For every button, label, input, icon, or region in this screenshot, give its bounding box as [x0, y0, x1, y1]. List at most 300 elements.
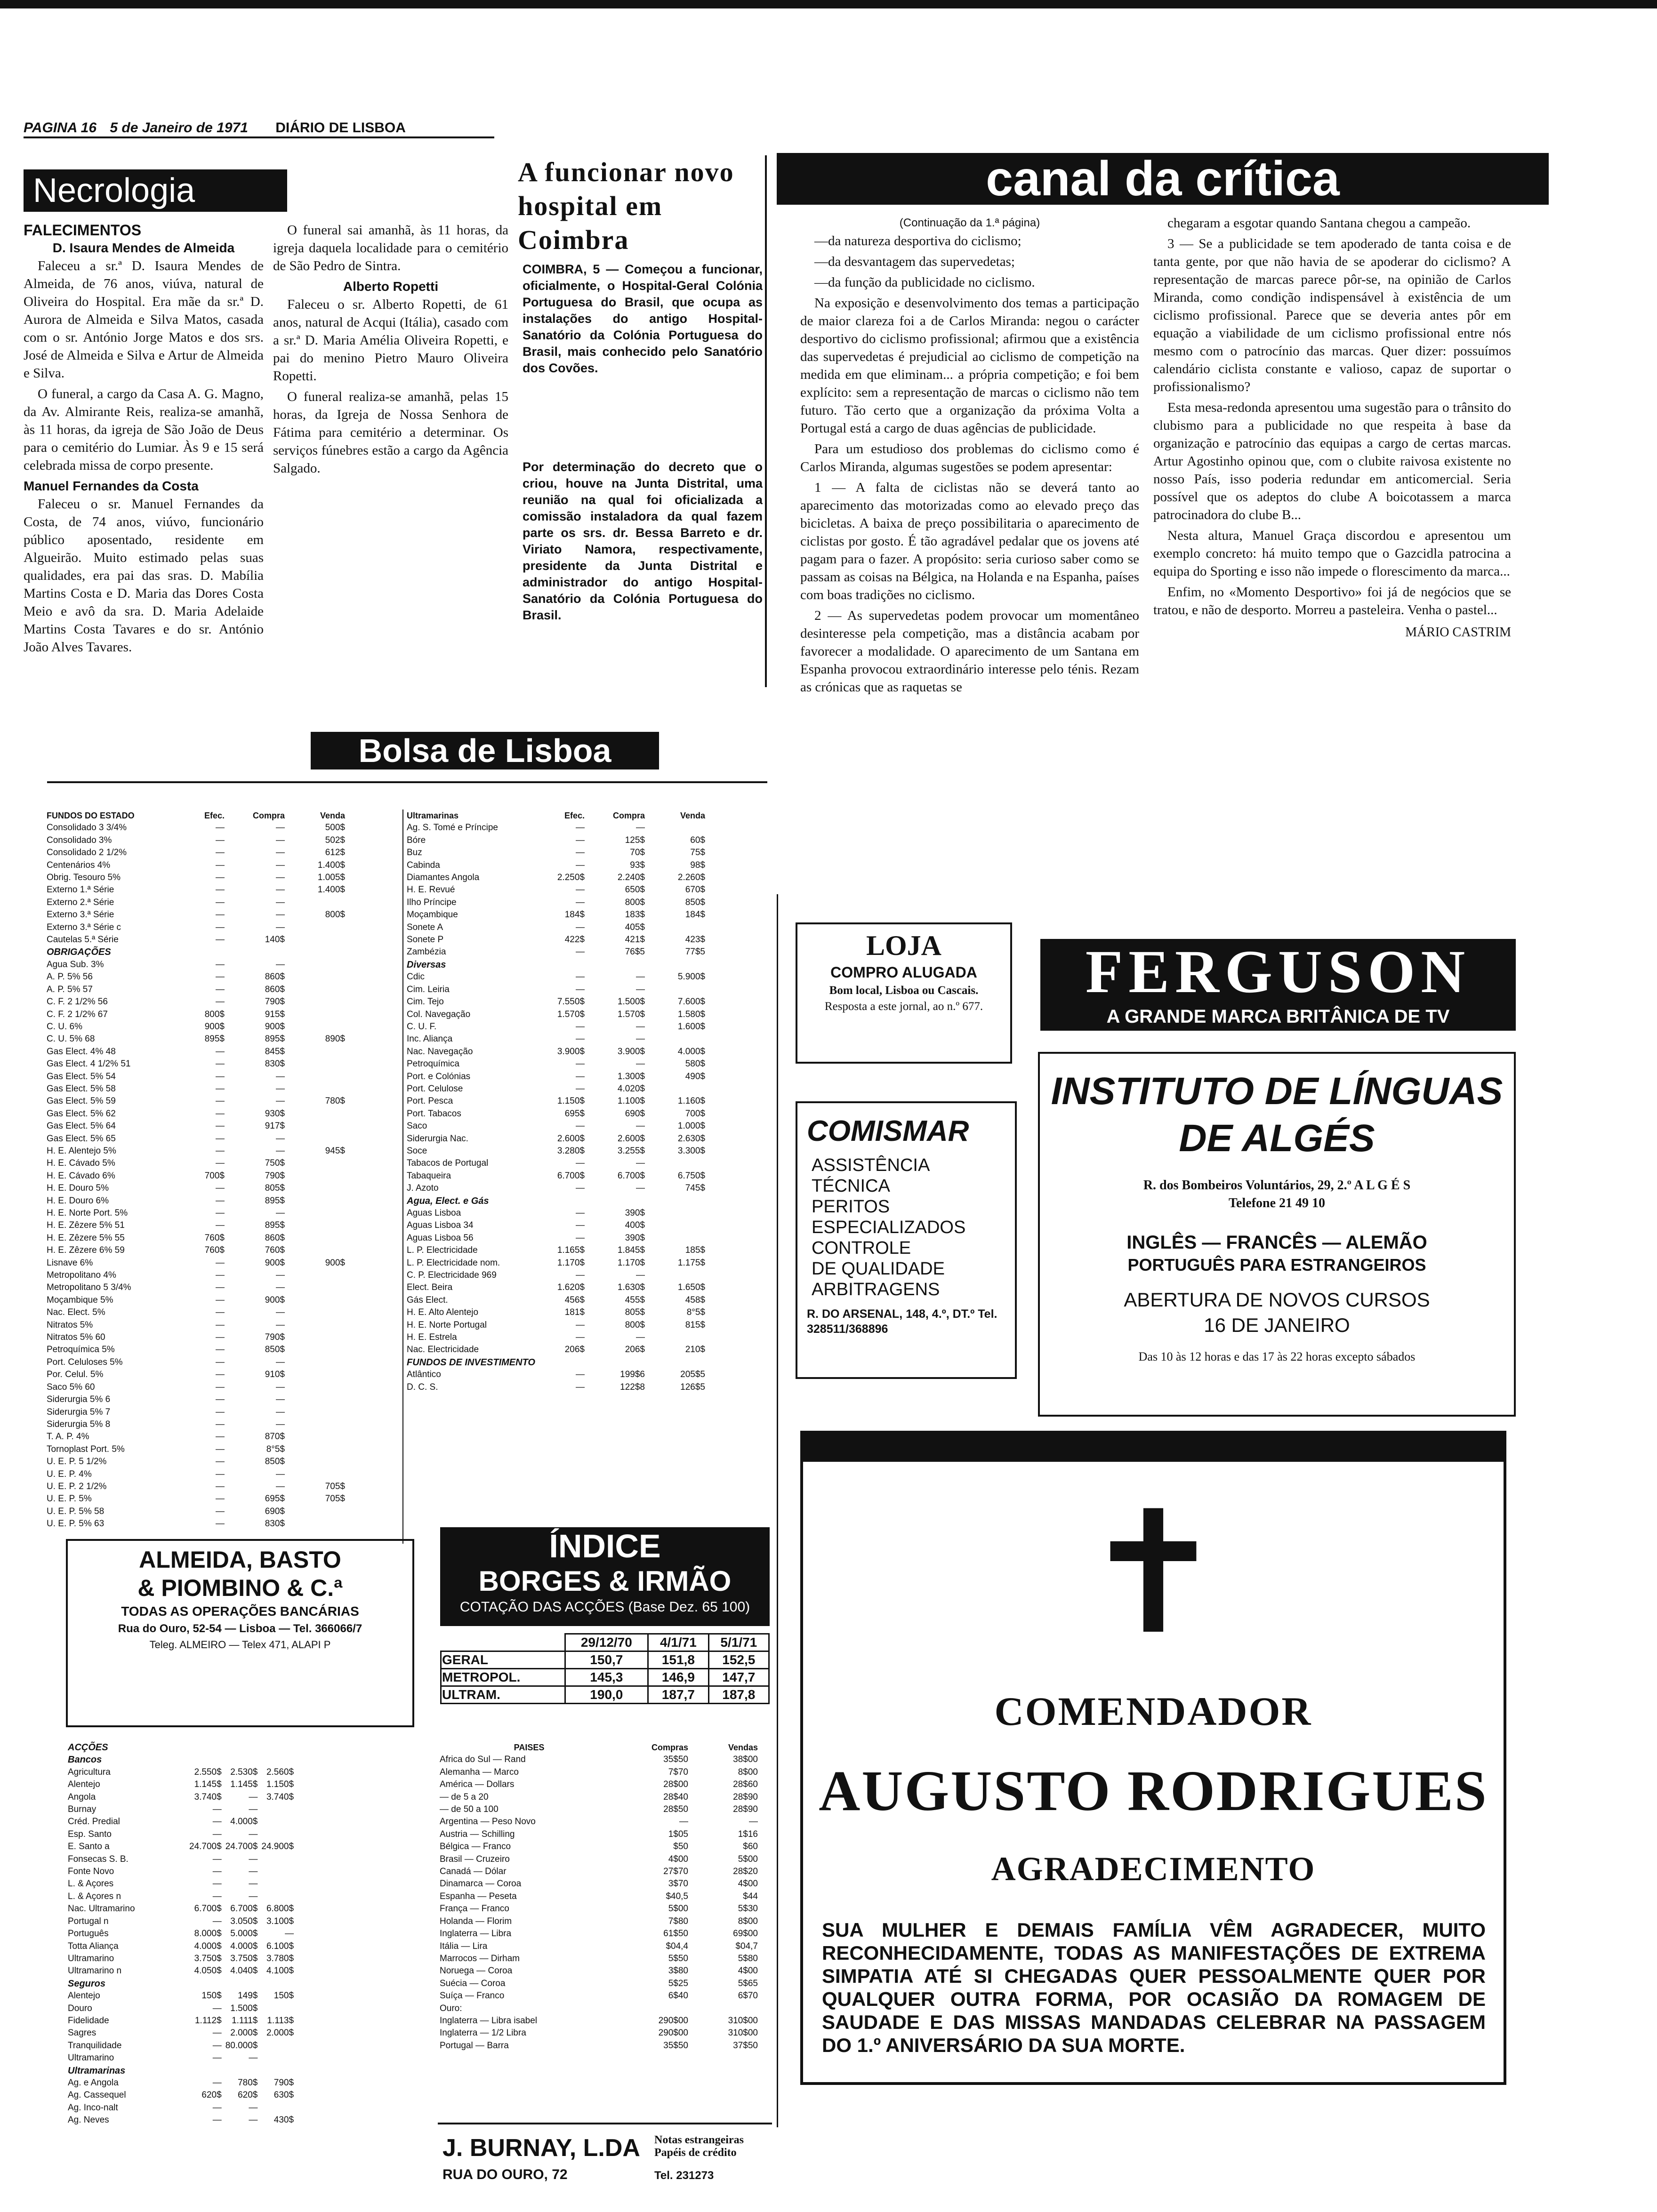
diversa-value: — [636, 1034, 645, 1044]
obrigacoes-rows [45, 959, 347, 1531]
obrigacao-row [45, 1394, 347, 1406]
ultramarina-row [405, 909, 707, 921]
fundos-value: — [276, 873, 285, 883]
seguro-row [66, 2015, 296, 2027]
banco-value: 2.550$ [194, 1767, 222, 1777]
diversa-value [647, 1083, 707, 1095]
agua-value: 206$ [625, 1345, 645, 1355]
obrigacao-name: Lisnave 6% [47, 1258, 93, 1268]
obrigacao-row [45, 1344, 347, 1356]
agua-value: — [576, 1220, 585, 1231]
investimento-name: Atlântico [407, 1370, 441, 1380]
masthead [24, 120, 406, 136]
fundos-value [287, 934, 347, 946]
obrigacao-name: U. E. P. 2 1/2% [47, 1481, 107, 1491]
diversa-value: 3.255$ [617, 1146, 645, 1156]
ultramarina-name: Bóre [407, 835, 426, 845]
seguro-value: 80.000$ [225, 2040, 258, 2051]
agua-row [405, 1269, 707, 1282]
obrigacao-value: 780$ [325, 1096, 345, 1106]
diversa-value: 6.750$ [677, 1170, 705, 1181]
obrigacao-name: H. E. Cávado 6% [47, 1170, 115, 1181]
seguro-name: Ultramarino [68, 2053, 114, 2063]
agua-value [647, 1232, 707, 1244]
ultramarina2-value: 430$ [273, 2115, 294, 2125]
fundos-name: Centenários 4% [47, 860, 111, 870]
obrigacao-row [45, 1294, 347, 1306]
obrigacao-value: 860$ [265, 1233, 285, 1243]
obrigacao-value: 850$ [265, 1345, 285, 1355]
cambio-name: Africa do Sul — Rand [440, 1755, 526, 1765]
fundos-row [45, 884, 347, 896]
fundos-value: — [216, 848, 225, 858]
diversa-value: 690$ [625, 1108, 645, 1119]
seguro-value: 2.000$ [266, 2028, 294, 2038]
indice-row [441, 1651, 769, 1669]
obrigacao-value: — [216, 1133, 225, 1144]
ultramarina2-value: — [212, 2102, 222, 2113]
cambio-row [438, 1891, 760, 1903]
obrigacao-value: — [216, 972, 225, 982]
paper-name: DIÁRIO DE LISBOA [275, 120, 406, 136]
seguro-value [259, 2040, 296, 2052]
cambios-table [438, 1741, 760, 2052]
obrigacao-value [287, 971, 347, 983]
agua-value: — [636, 1270, 645, 1281]
cambio-row [438, 1928, 760, 1940]
obrigacao-value: — [216, 1158, 225, 1169]
instituto-address: R. dos Bombeiros Voluntários, 29, 2.º A L G É S [1143, 1178, 1411, 1193]
fundos-name: Cautelas 5.ª Série [47, 935, 119, 945]
cambio-row [438, 1978, 760, 1990]
obrigacao-value: — [216, 1494, 225, 1504]
cambio-name: Inglaterra — 1/2 Libra [440, 2028, 526, 2038]
ultramarina2-value: — [212, 2115, 222, 2125]
ultramarinas2-rows [66, 2077, 296, 2127]
obrigacao-value: — [216, 1395, 225, 1405]
obrigacao-value [287, 1219, 347, 1232]
canal-p8: chegaram a esgotar quando Santana chegou a campeão. [1167, 216, 1471, 231]
loja-ad [796, 922, 1012, 1064]
cambio-name: Ouro: [440, 2003, 462, 2013]
banco-name: Ultramarino [68, 1953, 114, 1964]
diversa-value [647, 984, 707, 996]
banco-value: — [212, 1879, 222, 1889]
obrigacao-value [287, 1046, 347, 1058]
hospital-title: A funcionar novo hospital em Coimbra [518, 157, 734, 255]
agua-value: — [576, 1332, 585, 1343]
comismar-line-5: CONTROLE [812, 1238, 911, 1258]
ultramarina2-name: Ag. Neves [68, 2115, 109, 2125]
obrigacao-name: C. F. 2 1/2% 56 [47, 997, 108, 1007]
cambio-name: Dinamarca — Coroa [440, 1879, 522, 1889]
banco-name: Nac. Ultramarino [68, 1904, 135, 1914]
banco-value: 4.050$ [194, 1966, 222, 1976]
fundos-value: — [276, 860, 285, 870]
obrigacao-value: 705$ [325, 1494, 345, 1504]
banco-value: 1.145$ [194, 1779, 222, 1790]
seguro-row [66, 2040, 296, 2052]
indice-value: 146,9 [648, 1669, 708, 1686]
indice-title: ÍNDICE [549, 1528, 661, 1564]
banco-value: 8.000$ [194, 1929, 222, 1939]
cambio-row [438, 1915, 760, 1928]
cambio-value: 4$00 [738, 1879, 758, 1889]
agua-row [405, 1232, 707, 1244]
ultramarina-name: Buz [407, 848, 422, 858]
obrigacao-value: — [276, 1146, 285, 1156]
obrigacao-value [287, 1108, 347, 1120]
cambio-name: — de 5 a 20 [440, 1792, 489, 1802]
banco-value: 6.800$ [266, 1904, 294, 1914]
accoes-column [66, 1741, 424, 2193]
cambio-value: $40,5 [666, 1891, 688, 1901]
cambio-value: 35$50 [663, 1755, 688, 1765]
fundos-name: Consolidado 3 3/4% [47, 823, 127, 833]
page-date: 5 de Janeiro de 1971 [110, 120, 248, 136]
obrigacao-row [45, 1306, 347, 1319]
ultramarina-value: 650$ [625, 885, 645, 895]
necrologia-col1 [24, 221, 264, 720]
cambios-rows [438, 1754, 760, 2052]
agua-value: 1.170$ [557, 1258, 585, 1268]
obrigacao-value: — [216, 1046, 225, 1057]
obrigacao-row [45, 1269, 347, 1282]
agua-name: H. E. Alto Alentejo [407, 1307, 479, 1318]
instituto-ad [1038, 1052, 1516, 1417]
agua-value: 206$ [564, 1345, 585, 1355]
fundos-value: — [276, 848, 285, 858]
fundos-name: Externo 2.ª Série [47, 897, 114, 907]
seguro-value: — [212, 2028, 222, 2038]
obit-sub: AGRADECIMENTO [991, 1850, 1316, 1888]
diversa-name: Petroquímica [407, 1059, 459, 1069]
obrigacao-value: — [216, 1320, 225, 1330]
agua-value: 1.650$ [677, 1282, 705, 1293]
cambio-value: 7$80 [668, 1916, 688, 1926]
obit-text-2: Faleceu o sr. Manuel Fernandes da Costa, de 74 anos, viúvo, funcionário público aposentado, residente em Algueirão. Muito estimado pelas suas qualidades, era pai das sras. D. Mabília Martins Costa e D. Maria das Dores Costa Meio e avô da sra. D. Maria Adelaide Martins Costa Tavares e do sr. António João Alves Tavares. [24, 497, 264, 655]
obrigacao-name: Port. Celuloses 5% [47, 1357, 123, 1367]
diversa-value: 3.300$ [677, 1146, 705, 1156]
cambio-value: 5$65 [738, 1978, 758, 1988]
diversa-value: 1.500$ [617, 997, 645, 1007]
ultramarina2-value: — [212, 2077, 222, 2088]
obrigacao-value: — [276, 1071, 285, 1082]
cambio-value: 7$70 [668, 1767, 688, 1777]
banco-row [66, 1953, 296, 1965]
diversa-row [405, 984, 707, 996]
fundos-row [45, 934, 347, 946]
obrigacao-row [45, 1419, 347, 1431]
obrigacao-row [45, 1170, 347, 1182]
instituto-title: INSTITUTO DE LÍNGUAS [1051, 1070, 1503, 1113]
seguro-name: Sagres [68, 2028, 97, 2038]
obrigacao-value: 900$ [265, 1021, 285, 1032]
loja-text2: Resposta a este jornal, ao n.º 677. [824, 1000, 983, 1013]
cambio-value: 6$70 [738, 1991, 758, 2001]
obrigacao-value [287, 1083, 347, 1095]
obrigacao-value: 945$ [325, 1146, 345, 1156]
banco-value: 3.780$ [266, 1953, 294, 1964]
cambio-name: Brasil — Cruzeiro [440, 1854, 510, 1864]
indice-value: 187,7 [648, 1686, 708, 1704]
obrigacao-row [45, 1021, 347, 1033]
banco-name: Fonte Novo [68, 1867, 114, 1877]
ultramarina-row [405, 946, 707, 958]
cross-icon: ✝ [1082, 1481, 1224, 1668]
fundos-value: — [276, 910, 285, 920]
diversa-name: Port. Pesca [407, 1096, 453, 1106]
obrigacao-row [45, 1331, 347, 1344]
indice-date-2: 4/1/71 [648, 1634, 708, 1651]
ultramarina-row [405, 884, 707, 896]
banco-value [259, 1828, 296, 1841]
obrigacao-name: Nitratos 5% 60 [47, 1332, 105, 1343]
obrigacao-value: — [216, 1481, 225, 1491]
obrigacao-row [45, 1282, 347, 1294]
diversa-value: — [576, 1059, 585, 1069]
diversa-value: 4.000$ [677, 1046, 705, 1057]
obrigacao-value [287, 1232, 347, 1244]
indice-row [441, 1686, 769, 1704]
banco-value: 24.900$ [261, 1842, 294, 1852]
diversa-row [405, 1058, 707, 1070]
obrigacao-row [45, 1244, 347, 1257]
cambio-value [620, 2003, 690, 2015]
cambio-value: 290$00 [658, 2028, 688, 2038]
obrigacao-row [45, 1108, 347, 1120]
fundos-value: — [276, 897, 285, 907]
obrigacao-row [45, 1083, 347, 1095]
obrigacao-name: U. E. P. 4% [47, 1469, 92, 1479]
almeida-name2: & PIOMBINO & C.ª [137, 1575, 343, 1601]
comismar-address: R. DO ARSENAL, 148, 4.º, DT.º Tel. 328511/368896 [807, 1307, 997, 1336]
agua-value: — [576, 1320, 585, 1330]
agua-name: Aguas Lisboa 34 [407, 1220, 474, 1231]
necrologia-title: Necrologia [24, 169, 287, 212]
diversa-row [405, 1182, 707, 1194]
obrigacao-value [287, 1468, 347, 1481]
bancos-heading: Bancos [68, 1755, 102, 1765]
agua-value: 456$ [564, 1295, 585, 1305]
obrigacao-value: 930$ [265, 1108, 285, 1119]
agua-value: 805$ [625, 1307, 645, 1318]
obrigacao-name: Gas Elect. 5% 65 [47, 1133, 116, 1144]
agua-row [405, 1244, 707, 1257]
indice-value: 187,8 [708, 1686, 769, 1704]
obrigacao-value: — [216, 1457, 225, 1467]
ferguson-name: FERGUSON [1085, 938, 1471, 1006]
diversa-name: Soce [407, 1146, 427, 1156]
diversa-value: 5.900$ [677, 972, 705, 982]
cambio-value: 5$25 [668, 1978, 688, 1988]
obrigacao-row [45, 1157, 347, 1170]
obrigacao-name: H. E. Zêzere 5% 55 [47, 1233, 125, 1243]
diversa-value: 6.700$ [557, 1170, 585, 1181]
banco-row [66, 1841, 296, 1853]
burnay-ad [438, 2123, 772, 2195]
fundos-value: 800$ [325, 910, 345, 920]
banco-row [66, 1915, 296, 1928]
indice-value: 150,7 [565, 1651, 648, 1669]
agua-name: Gás Elect. [407, 1295, 448, 1305]
obrigacao-name: Moçambique 5% [47, 1295, 113, 1305]
agua-value: 1.630$ [617, 1282, 645, 1293]
banco-name: Portugal n [68, 1916, 109, 1926]
obit-text-2b: O funeral sai amanhã, às 11 horas, da igreja daquela localidade para o cemitério de São Pedro de Sintra. [273, 223, 508, 273]
banco-value: 1.150$ [266, 1779, 294, 1790]
seguro-row [66, 1990, 296, 2002]
accoes-table [66, 1741, 296, 2127]
banco-row [66, 1903, 296, 1915]
cambio-value: 5$30 [738, 1904, 758, 1914]
hospital-rule [765, 155, 767, 687]
agua-name: Elect. Beira [407, 1282, 453, 1293]
diversa-name: J. Azoto [407, 1183, 439, 1194]
banco-value: 3.740$ [266, 1792, 294, 1802]
top-border [0, 0, 1657, 8]
obrigacao-row [45, 1257, 347, 1269]
banco-value: — [285, 1929, 294, 1939]
banco-name: Ultramarino n [68, 1966, 122, 1976]
investimento-value: — [576, 1370, 585, 1380]
ultramarina-name: Ilho Príncipe [407, 897, 457, 907]
ultramarina-row [405, 872, 707, 884]
diversa-value: 745$ [685, 1183, 705, 1194]
obrigacao-value [287, 1369, 347, 1381]
obrigacao-name: Agua Sub. 3% [47, 959, 104, 970]
agua-value: 181$ [564, 1307, 585, 1318]
obrigacao-row [45, 1033, 347, 1045]
obrigacao-row [45, 1219, 347, 1232]
obrigacao-value [287, 1443, 347, 1456]
banco-name: Fonsecas S. B. [68, 1854, 129, 1864]
diversa-name: Saco [407, 1121, 427, 1131]
banco-value: — [249, 1891, 258, 1901]
ultramarina-name: Diamantes Angola [407, 873, 480, 883]
cambio-value: — [749, 1817, 758, 1827]
agua-value: 400$ [625, 1220, 645, 1231]
obrigacao-row [45, 1095, 347, 1107]
investimento-value: — [576, 1382, 585, 1392]
cambio-value: 3$70 [668, 1879, 688, 1889]
obrigacao-value [287, 1331, 347, 1344]
obrigacao-row [45, 1207, 347, 1219]
seguro-name: Fidelidade [68, 2015, 109, 2026]
agua-value: 1.175$ [677, 1258, 705, 1268]
fundos-value: — [216, 922, 225, 932]
ultramarina-value: — [576, 947, 585, 957]
agua-row [405, 1282, 707, 1294]
obrigacao-value: — [216, 1270, 225, 1281]
obrigacao-name: C. U. 5% 68 [47, 1034, 95, 1044]
fundos-value: — [216, 860, 225, 870]
indice-value: 145,3 [565, 1669, 648, 1686]
ultramarina-value: 184$ [564, 910, 585, 920]
ultramarina2-name: Ag. Inco-nalt [68, 2102, 118, 2113]
ultramarina2-row [66, 2102, 296, 2114]
diversa-name: Port. Tabacos [407, 1108, 461, 1119]
obrigacao-value [287, 1021, 347, 1033]
diversa-value: 695$ [564, 1108, 585, 1119]
indice-box [440, 1527, 770, 1626]
diversa-name: Cim. Tejo [407, 997, 444, 1007]
obrigacao-value: 915$ [265, 1009, 285, 1019]
diversa-name: Tabacos de Portugal [407, 1158, 489, 1169]
seguros-rows [66, 1990, 296, 2064]
ultramarina-value: 183$ [625, 910, 645, 920]
obrigacao-value: — [216, 984, 225, 994]
canal-p10: Esta mesa-redonda apresentou uma sugestão para o trânsito do clubismo para a publicidade no que respeita à base da organização e patrocínio das equipas a cargo de certas marcas. Artur Agostinho opinou que, com o clubite raivosa existente no nosso País, isso poderia redundar em anticomercial. Seria possível que os adeptos do clube A boicotassem a marca patrocinadora do clube B... [1153, 400, 1511, 522]
obrigacao-name: U. E. P. 5% [47, 1494, 92, 1504]
diversa-name: Cdic [407, 972, 425, 982]
agua-row [405, 1207, 707, 1219]
banco-value: — [212, 1804, 222, 1815]
obrigacao-value: — [216, 1407, 225, 1417]
obrigacao-name: Gas Elect. 5% 54 [47, 1071, 116, 1082]
obrigacao-value: — [276, 1382, 285, 1392]
ultramarina2-value: — [249, 2102, 258, 2113]
banco-value: 3.750$ [194, 1953, 222, 1964]
ultramarina-row [405, 847, 707, 859]
canal-col2 [1153, 214, 1511, 873]
ultramarina-value [647, 922, 707, 934]
obrigacao-value [287, 959, 347, 971]
ultramarina-value: 2.250$ [557, 873, 585, 883]
ultramarina-value: 98$ [690, 860, 705, 870]
seguro-value: 1.113$ [267, 2015, 294, 2026]
cambio-row [438, 1903, 760, 1915]
obrigacao-name: Gas Elect. 5% 62 [47, 1108, 116, 1119]
obrigacao-value: — [216, 1183, 225, 1194]
canal-continuation: (Continuação da 1.ª página) [899, 216, 1040, 229]
agua-value: — [576, 1270, 585, 1281]
obrigacao-value: 845$ [265, 1046, 285, 1057]
diversa-value: 6.700$ [617, 1170, 645, 1181]
diversa-row [405, 1033, 707, 1045]
obrigacao-row [45, 1406, 347, 1419]
obrigacao-name: Saco 5% 60 [47, 1382, 95, 1392]
indice-label: ULTRAM. [441, 1686, 565, 1704]
obrigacao-row [45, 1182, 347, 1194]
agua-name: Aguas Lisboa 56 [407, 1233, 474, 1243]
obrigacao-value [287, 1356, 347, 1369]
obrigacao-value [287, 996, 347, 1008]
seguro-row [66, 2052, 296, 2064]
ultramarina-value [647, 822, 707, 834]
diversas-rows [405, 971, 707, 1194]
agradecimento-ad [800, 1431, 1506, 2085]
diversa-value: 1.300$ [617, 1071, 645, 1082]
banco-value: 4.000$ [230, 1941, 258, 1951]
obrigacao-value: 790$ [265, 1170, 285, 1181]
ultramarina-value: 670$ [685, 885, 705, 895]
obrigacao-value [287, 1195, 347, 1207]
diversa-value: — [576, 1034, 585, 1044]
obrigacao-row [45, 1518, 347, 1530]
diversa-value: 7.600$ [677, 997, 705, 1007]
ultramarina-value: — [576, 823, 585, 833]
diversa-value: 490$ [685, 1071, 705, 1082]
diversa-name: Tabaqueira [407, 1170, 451, 1181]
ultramarina-name: Ag. S. Tomé e Príncipe [407, 823, 498, 833]
ultramarina-value: — [636, 823, 645, 833]
diversa-name: C. U. F. [407, 1021, 437, 1032]
cambio-value: 310$00 [728, 2028, 758, 2038]
instituto-langs: INGLÊS — FRANCÊS — ALEMÃO [1126, 1232, 1427, 1253]
indice-label: METROPOL. [441, 1669, 565, 1686]
banco-value: 4.100$ [266, 1966, 294, 1976]
